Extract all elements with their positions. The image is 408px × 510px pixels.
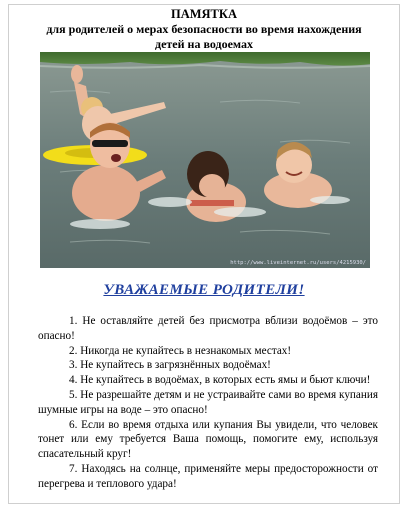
parents-heading-text: УВАЖАЕМЫЕ РОДИТЕЛИ! xyxy=(103,282,305,298)
memo-page xyxy=(8,4,400,504)
title-line-2: для родителей о мерах безопасности во время нахождения детей на водоемах xyxy=(46,22,362,51)
title-line-1: ПАМЯТКА xyxy=(170,7,237,21)
safety-rules xyxy=(38,314,378,492)
rule-item: 6. Если во время отдыха или купания Вы увидели, что человек тонет или ему требуется Ваша помощь, помогите ему, используя спасательный круг! xyxy=(38,418,378,461)
rule-item: 1. Не оставляйте детей без присмотра вблизи водоёмов – это опасно! xyxy=(38,315,378,342)
rule-item: 7. Находясь на солнце, применяйте меры предосторожности от перегрева и теплового удара! xyxy=(38,462,378,490)
rule-item: 4. Не купайтесь в водоёмах, в которых есть ямы и бьют ключи! xyxy=(69,374,371,387)
children-swimming-photo xyxy=(40,52,370,268)
rule-item: 3. Не купайтесь в загрязнённых водоёмах! xyxy=(69,359,271,372)
parents-heading xyxy=(9,281,399,299)
rule-item: 5. Не разрешайте детям и не устраивайте сами во время купания шумные игры на воде – это опасно! xyxy=(38,388,378,416)
memo-title xyxy=(9,7,399,52)
photo-watermark: http://www.liveinternet.ru/users/4215930/ xyxy=(230,260,366,266)
photo-illustration xyxy=(40,52,370,268)
rule-item: 2. Никогда не купайтесь в незнакомых местах! xyxy=(69,344,292,357)
